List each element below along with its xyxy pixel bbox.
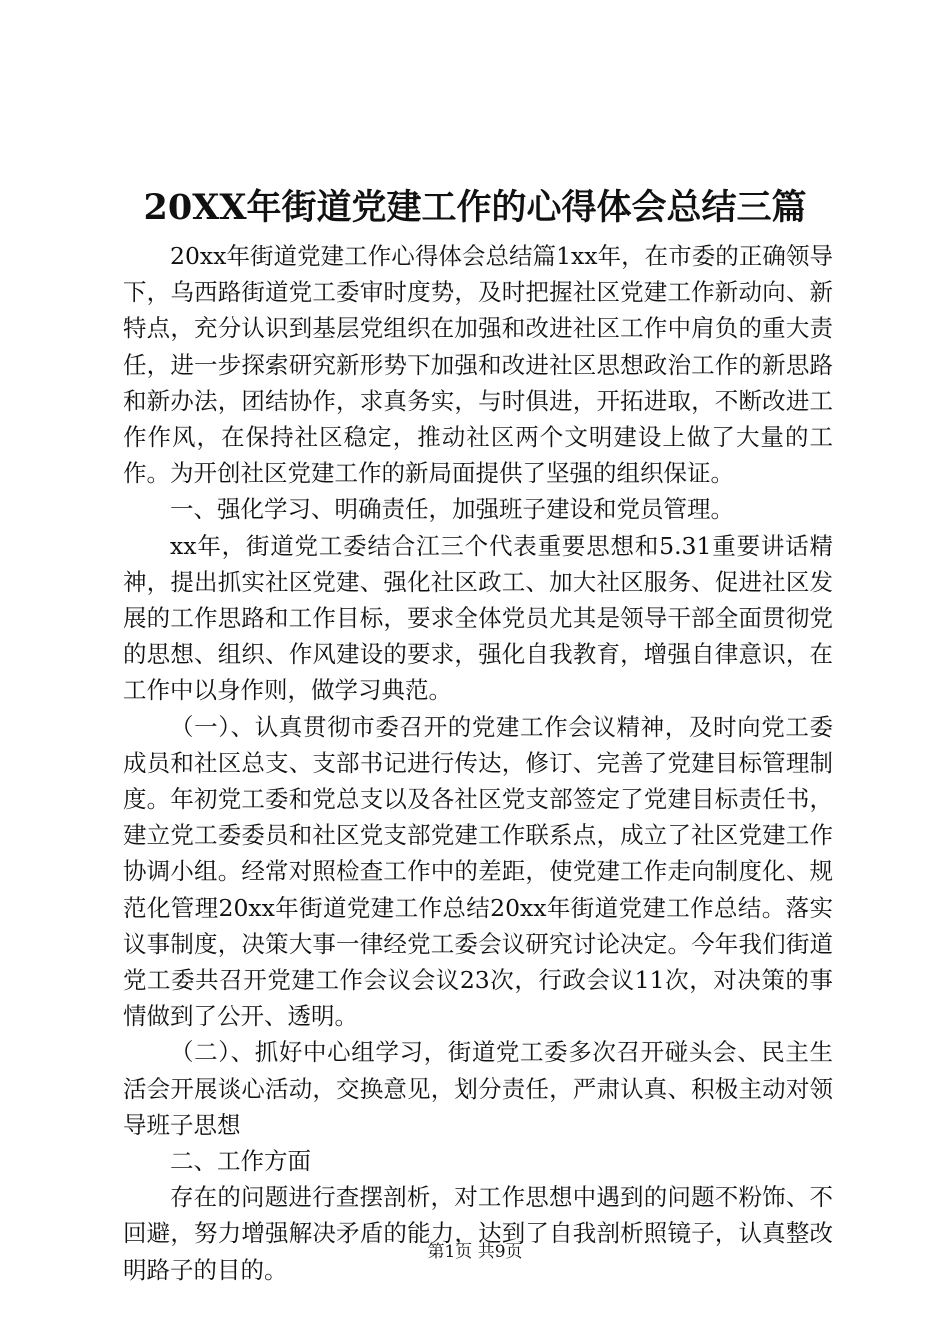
paragraph-item-2: （二）、抓好中心组学习，街道党工委多次召开碰头会、民主生活会开展谈心活动，交换意见，划分责任，严肃认真、积极主动对领导班子思想 bbox=[123, 1038, 833, 1139]
paragraph-intro: 20xx年街道党建工作心得体会总结篇1xx年，在市委的正确领导下，乌西路街道党工委审时度势，及时把握社区党建工作新动向、新特点，充分认识到基层党组织在加强和改进社区工作中肩负的重大责任，进一步探索研究新形势下加强和改进社区思想政治工作的新思路和新办法，团结协作，求真务实，与时俱进，开拓进取，不断改进工作作风，在保持社区稳定，推动社区两个文明建设上做了大量的工作。为开创社区党建工作的新局面提供了坚强的组织保证。 bbox=[123, 242, 833, 488]
section-heading-2: 二、工作方面 bbox=[170, 1147, 311, 1176]
document-body bbox=[123, 238, 833, 1288]
paragraph-problems: 存在的问题进行查摆剖析，对工作思想中遇到的问题不粉饰、不回避，努力增强解决矛盾的能力，达到了自我剖析照镜子，认真整改明路子的目的。 bbox=[123, 1183, 833, 1284]
paragraph-xx-year: xx年，街道党工委结合江三个代表重要思想和5.31重要讲话精神，提出抓实社区党建、强化社区政工、加大社区服务、促进社区发展的工作思路和工作目标，要求全体党员尤其是领导干部全面贯彻党的思想、组织、作风建设的要求，强化自我教育，增强自律意识，在工作中以身作则，做学习典范。 bbox=[123, 531, 833, 705]
page-number: 第1页 共9页 bbox=[427, 1242, 523, 1262]
paragraph-item-1: （一）、认真贯彻市委召开的党建工作会议精神，及时向党工委成员和社区总支、支部书记进行传达，修订、完善了党建目标管理制度。年初党工委和党总支以及各社区党支部签定了党建目标责任书，建立党工委委员和社区党支部党建工作联系点，成立了社区党建工作协调小组。经常对照检查工作中的差距，使党建工作走向制度化、规范化管理20xx年街道党建工作总结20xx年街道党建工作总结。落实议事制度，决策大事一律经党工委会议研究讨论决定。今年我们街道党工委共召开党建工作会议会议23次，行政会议11次，对决策的事情做到了公开、透明。 bbox=[123, 712, 833, 1031]
document-title: 20XX年街道党建工作的心得体会总结三篇 bbox=[143, 187, 807, 228]
section-heading-1: 一、强化学习、明确责任，加强班子建设和党员管理。 bbox=[170, 495, 734, 524]
